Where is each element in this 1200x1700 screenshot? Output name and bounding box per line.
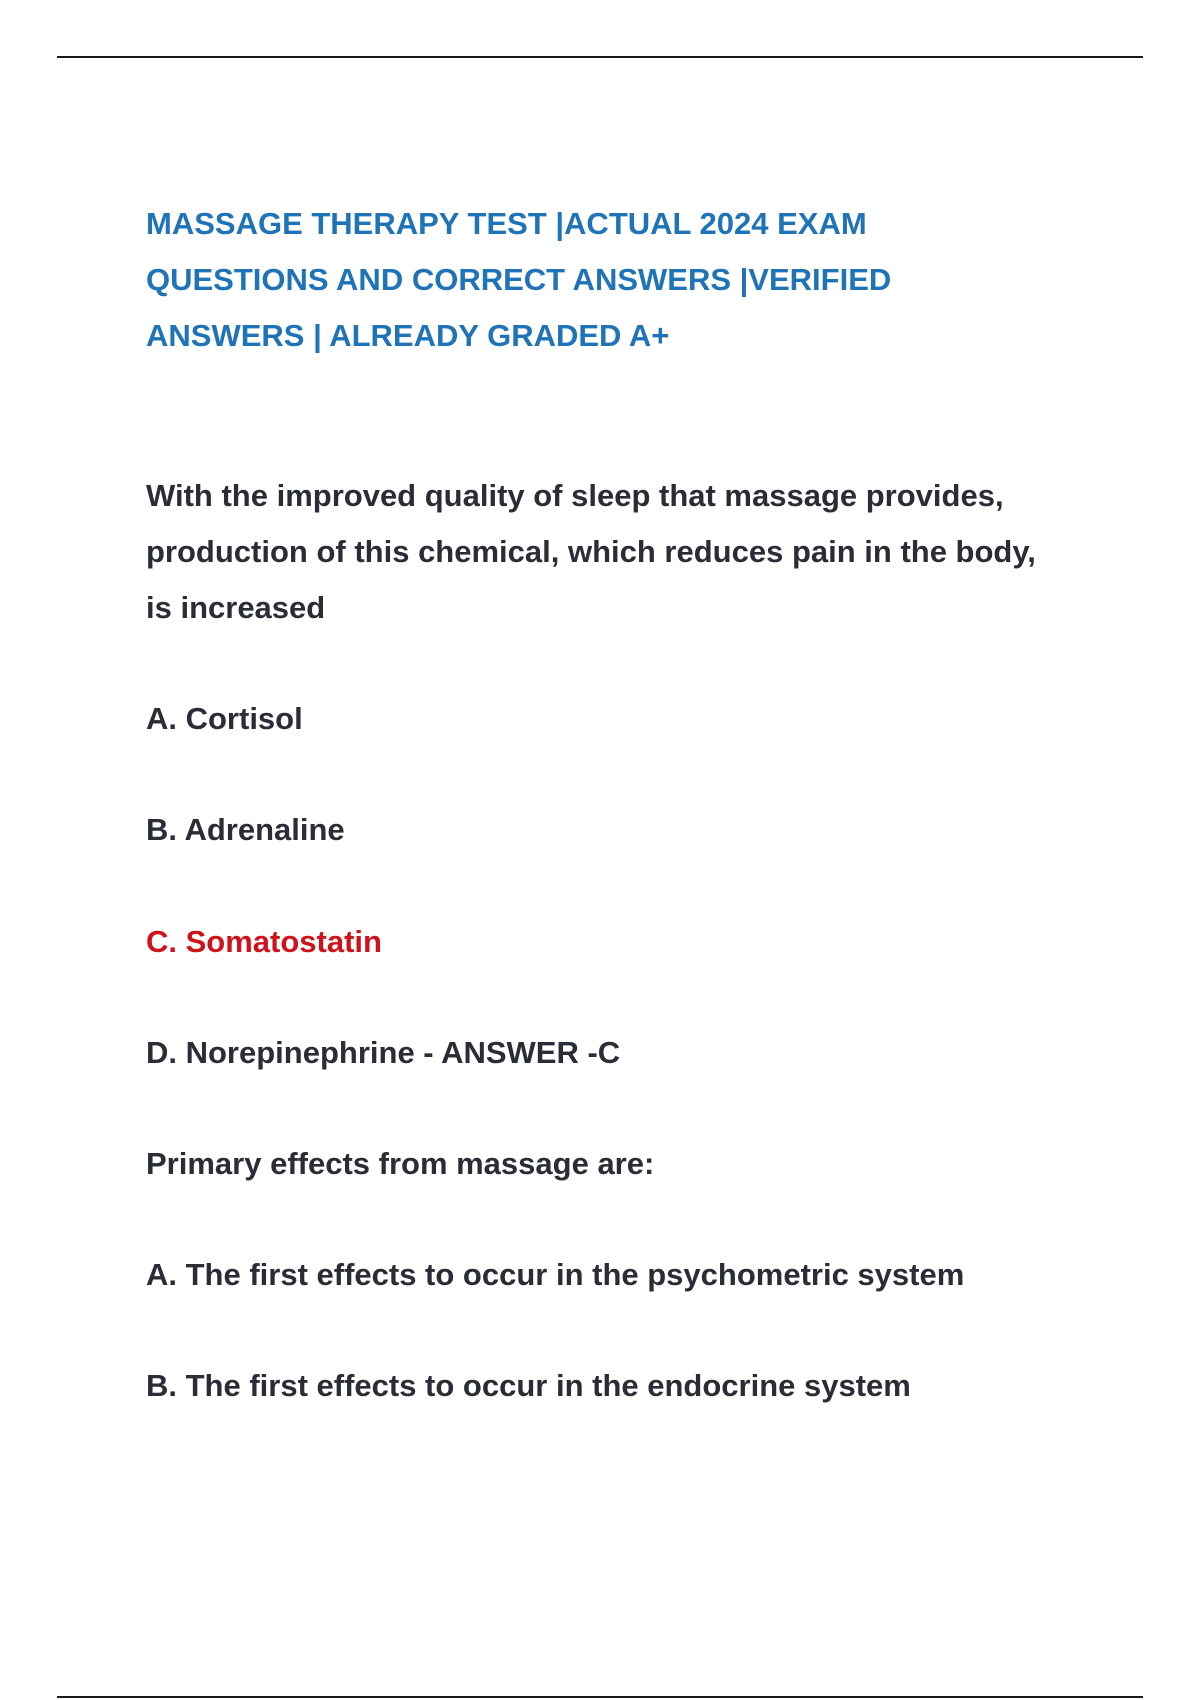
title-line: QUESTIONS AND CORRECT ANSWERS |VERIFIED xyxy=(146,262,892,297)
question-2-option-a: A. The first effects to occur in the psychometric system xyxy=(146,1257,965,1292)
question-1-text-line: is increased xyxy=(146,590,326,625)
question-1-text-line: production of this chemical, which reduces pain in the body, xyxy=(146,534,1036,569)
question-1-option-b: B. Adrenaline xyxy=(146,812,345,847)
title-line: MASSAGE THERAPY TEST |ACTUAL 2024 EXAM xyxy=(146,206,867,241)
question-1-option-a: A. Cortisol xyxy=(146,701,303,736)
question-1-option-c-correct: C. Somatostatin xyxy=(146,924,382,959)
document-title xyxy=(146,196,946,364)
title-line: ANSWERS | ALREADY GRADED A+ xyxy=(146,318,670,353)
question-2-text-line: Primary effects from massage are: xyxy=(146,1146,655,1181)
question-2-option-b: B. The first effects to occur in the endocrine system xyxy=(146,1368,911,1403)
question-1-text-line: With the improved quality of sleep that massage provides, xyxy=(146,478,1004,513)
bottom-rule xyxy=(57,1696,1143,1698)
top-rule xyxy=(57,56,1143,58)
question-1-option-d: D. Norepinephrine - ANSWER -C xyxy=(146,1035,621,1070)
